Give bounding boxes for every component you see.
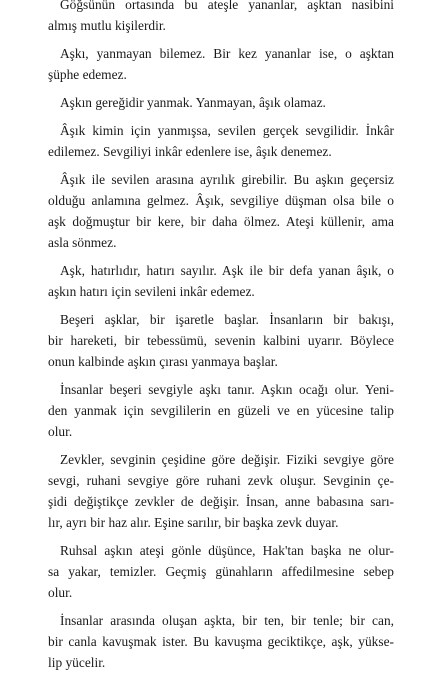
text-line: Zevkler, sevginin çeşidine göre değişir. Fiziki sevgiye göre: [60, 452, 394, 467]
paragraph-6: [38, 260, 394, 302]
text-line: olduğu anlamına gelmez. Âşık, sevgiliye düşman olsa bile o: [48, 193, 394, 208]
text-line: aşkın hatırı için sevileni inkâr edemez.: [48, 284, 255, 299]
book-page: [38, 0, 394, 680]
text-line: sa yakar, temizler. Geçmiş günahların affedilmesine sebep: [48, 564, 394, 579]
text-line: lır, ayrı bir haz alır. Eşine sarılır, bir başka zevk duyar.: [48, 515, 339, 530]
text-line: onun kalbinde aşkın çırası yanmaya başlar.: [48, 354, 278, 369]
text-line: Âşık kimin için yanmışsa, sevilen gerçek sevgilidir. İnkâr: [60, 123, 394, 138]
paragraph-9: [38, 449, 394, 533]
paragraph-3: [38, 92, 394, 113]
text-line: Aşk, hatırlıdır, hatırı sayılır. Aşk ile bir defa yanan âşık, o: [60, 263, 394, 278]
text-line: asla sönmez.: [48, 235, 117, 250]
text-line: lip yücelir.: [48, 655, 106, 670]
paragraph-1: [38, 0, 394, 36]
paragraph-10: [38, 540, 394, 603]
paragraph-2: [38, 43, 394, 85]
text-line: bir hareketi, bir tebessümü, sevenin kalbini uyarır. Böylece: [48, 333, 394, 348]
text-line: Aşkın gereğidir yanmak. Yanmayan, âşık olamaz.: [60, 95, 326, 110]
text-line: den yanmak için sevgililerin en güzeli ve en yücesine talip: [48, 403, 394, 418]
text-line: bir canla kavuşmak ister. Bu kavuşma geciktikçe, aşk, yükse-: [48, 634, 394, 649]
text-line: olur.: [48, 585, 73, 600]
text-line: Âşık ile sevilen arasına ayrılık girebilir. Bu aşkın geçersiz: [60, 172, 394, 187]
paragraph-11: [38, 610, 394, 673]
text-line: Göğsünün ortasında bu ateşle yananlar, aşktan nasibini: [60, 0, 394, 12]
text-line: Beşeri aşklar, bir işaretle başlar. İnsanların bir bakışı,: [60, 312, 394, 327]
text-line: Aşkı, yanmayan bilemez. Bir kez yananlar ise, o aşktan: [60, 46, 394, 61]
text-line: şüphe edemez.: [48, 67, 127, 82]
text-line: İnsanlar arasında oluşan aşkta, bir ten, bir tenle; bir can,: [60, 613, 394, 628]
paragraph-7: [38, 309, 394, 372]
text-line: olur.: [48, 424, 73, 439]
text-line: sevgi, ruhani sevgiye göre ruhani zevk oluşur. Sevginin çe-: [48, 473, 394, 488]
text-line: İnsanlar beşeri sevgiyle aşkı tanır. Aşkın ocağı olur. Yeni-: [60, 382, 394, 397]
text-line: aşk doğmuştur bir kere, bir daha ölmez. Ateşi küllenir, ama: [48, 214, 394, 229]
paragraph-8: [38, 379, 394, 442]
text-line: şidi değiştikçe zevkler de değişir. İnsan, anne babasına sarı-: [48, 494, 394, 509]
text-line: edilemez. Sevgiliyi inkâr edenlere ise, âşık denemez.: [48, 144, 332, 159]
paragraph-5: [38, 169, 394, 253]
text-line: almış mutlu kişilerdir.: [48, 18, 166, 33]
text-line: Ruhsal aşkın ateşi gönle düşünce, Hak'tan başka ne olur-: [60, 543, 394, 558]
paragraph-4: [38, 120, 394, 162]
